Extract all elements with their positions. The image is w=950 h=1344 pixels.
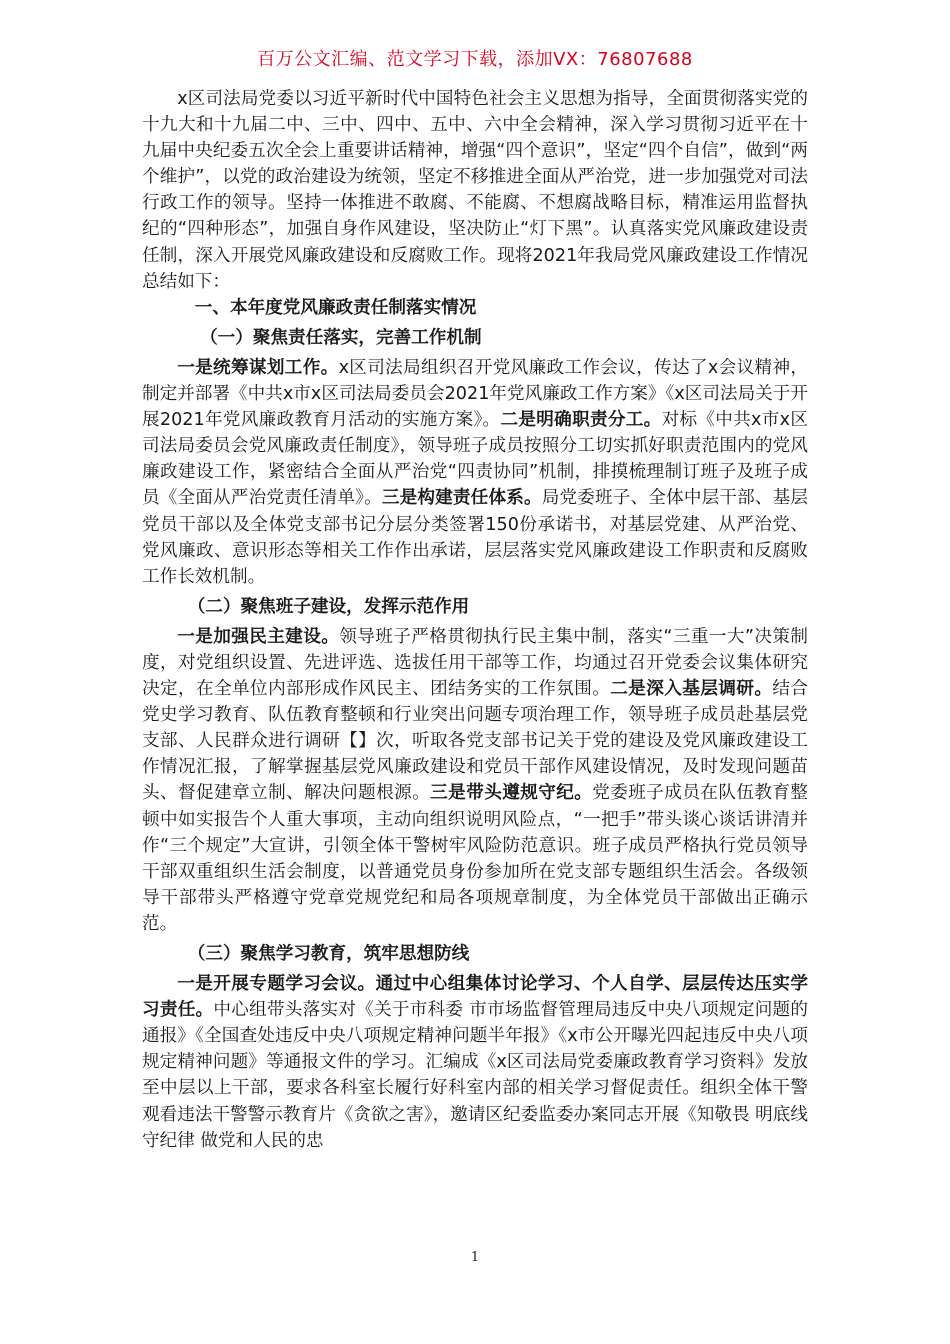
intro-paragraph: x区司法局党委以习近平新时代中国特色社会主义思想为指导，全面贯彻落实党的十九大和十九届二中、三中、四中、五中、六中全会精神，深入学习贯彻习近平在十九届中央纪委五次全会上重要讲话精神，增强“四个意识”，坚定“四个自信”，做到“两个维护”，以党的政治建设为统领，坚定不移推进全面从严治党，进一步加强党对司法行政工作的领导。坚持一体推进不敢腐、不能腐、不想腐战略目标，精准运用监督执纪的“四种形态”，加强自身作风建设，坚决防止“灯下黑”。认真落实党风廉政建设责任制，深入开展党风廉政建设和反腐败工作。现将2021年我局党风廉政建设工作情况总结如下： — [142, 89, 808, 292]
subsection-3-title: （三）聚焦学习教育，筑牢思想防线 — [187, 944, 470, 964]
body-text: 结合党史学习教育、队伍教育整顿和行业突出问题专项治理工作，领导班子成员赴基层党支部、人民群众进行调研【】次，听取各党支部书记关于党的建设及党风廉政建设工作情况汇报，了解掌握基层党风廉政建设和党员干部作风建设情况，及时发现问题苗头、督促建章立制、解决问题根源。 — [142, 679, 808, 804]
lead-phrase: 二是深入基层调研。 — [610, 679, 773, 700]
document-body — [142, 86, 808, 1154]
section-1-title: 一、本年度党风廉政责任制落实情况 — [194, 297, 477, 318]
subsection-3-paragraph — [142, 971, 808, 1154]
lead-phrase: 一是开展专题学习会议。通过中心组集体讨论学习、个人自学、层层传达压实学习责任。 — [142, 974, 808, 1021]
header-watermark: 百万公文汇编、范文学习下载，添加VX：76807688 — [257, 49, 693, 70]
body-text: 领导班子严格贯彻执行民主集中制，落实“三重一大”决策制度，对党组织设置、先进评选、选拔任用干部等工作，均通过召开党委会议集体研究决定，在全单位内部形成作风民主、团结务实的工作氛围。 — [142, 626, 808, 700]
subsection-2-title: （二）聚焦班子建设，发挥示范作用 — [187, 596, 470, 617]
body-text: 对标《中共x市x区司法局委员会党风廉政责任制度》，领导班子成员按照分工切实抓好职责范围内的党风廉政建设工作，紧密结合全面从严治党“四责协同”机制，排摸梳理制订班子及班子成员《全面从严治党责任清单》。 — [142, 410, 808, 509]
lead-phrase: 一是统筹谋划工作。 — [177, 357, 339, 378]
body-text: x区司法局组织召开党风廉政工作会议，传达了x会议精神，制定并部署《中共x市x区司法局委员会2021年党风廉政工作方案》《x区司法局关于开展2021年党风廉政教育月活动的实施方案》。 — [142, 357, 808, 431]
lead-phrase: 三是带头遵规守纪。 — [430, 783, 593, 804]
lead-phrase: 三是构建责任体系。 — [381, 488, 542, 509]
subsection-2-paragraph — [142, 624, 808, 937]
lead-phrase: 一是加强民主建设。 — [177, 626, 340, 647]
page-number: 1 — [470, 1250, 480, 1265]
body-text: 党委班子成员在队伍教育整顿中如实报告个人重大事项，主动向组织说明风险点，“一把手”带头谈心谈话讲清并作“三个规定”大宣讲，引领全体干警树牢风险防范意识。班子成员严格执行党员领导干部双重组织生活会制度，以普通党员身份参加所在党支部专题组织生活会。各级领导干部带头严格遵守党章党规党纪和局各项规章制度，为全体党员干部做出正确示范。 — [142, 783, 808, 934]
subsection-1-title: （一）聚焦责任落实，完善工作机制 — [200, 327, 482, 348]
body-text: 中心组带头落实对《关于市科委 市市场监督管理局违反中央八项规定问题的通报》《全国查处违反中央八项规定精神问题半年报》《x市公开曝光四起违反中央八项规定精神问题》等通报文件的学习。汇编成《x区司法局党委廉政教育学习资料》发放至中层以上干部，要求各科室长履行好科室内部的相关学习督促责任。组织全体干警观看违法干警警示教育片《贪欲之害》，邀请区纪委监委办案同志开展《知敬畏 明底线 守纪律 做党和人民的忠 — [142, 1000, 808, 1151]
subsection-1-paragraph — [142, 355, 808, 590]
lead-phrase: 二是明确职责分工。 — [500, 410, 662, 431]
body-text: 局党委班子、全体中层干部、基层党员干部以及全体党支部书记分层分类签署150份承诺书，对基层党建、从严治党、党风廉政、意识形态等相关工作作出承诺，层层落实党风廉政建设工作职责和反腐败工作长效机制。 — [142, 488, 808, 587]
